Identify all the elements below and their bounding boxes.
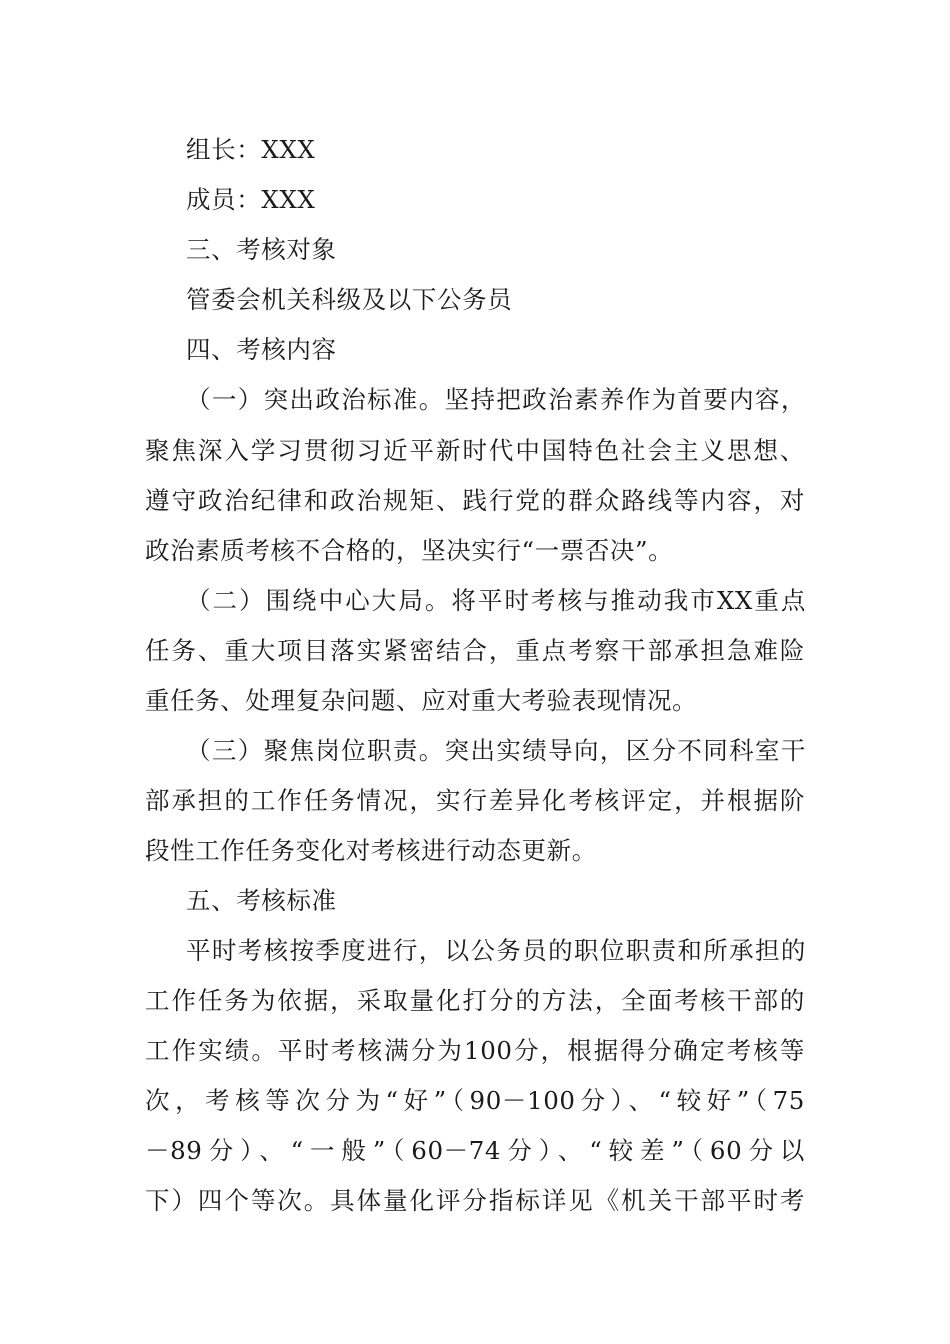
paragraph-line: 管委会机关科级及以下公务员 [186, 285, 513, 314]
paragraph-line: 段性工作任务变化对考核进行动态更新。 [145, 836, 597, 865]
group-leader-line: 组长：XXX [186, 135, 316, 164]
paragraph-line: 工作实绩。平时考核满分为100分，根据得分确定考核等 [145, 1036, 805, 1065]
section-heading-4: 四、考核内容 [186, 335, 337, 364]
paragraph-line: 遵守政治纪律和政治规矩、践行党的群众路线等内容，对 [145, 486, 805, 515]
paragraph-line: 部承担的工作任务情况，实行差异化考核评定，并根据阶 [145, 786, 805, 815]
paragraph-line: （二）围绕中心大局。将平时考核与推动我市XX重点 [186, 586, 806, 615]
paragraph-line: （三）聚焦岗位职责。突出实绩导向，区分不同科室干 [186, 736, 806, 765]
paragraph-line: 工作任务为依据，采取量化打分的方法，全面考核干部的 [145, 986, 805, 1015]
paragraph-line: 政治素质考核不合格的，坚决实行“一票否决”。 [145, 536, 674, 565]
paragraph-line: 聚焦深入学习贯彻习近平新时代中国特色社会主义思想、 [145, 436, 805, 465]
paragraph-line: －89分）、“一般”（60－74分）、“较差”（60分以 [145, 1136, 805, 1165]
paragraph-line: （一）突出政治标准。坚持把政治素养作为首要内容， [186, 385, 806, 414]
section-heading-3: 三、考核对象 [186, 235, 337, 264]
paragraph-line: 平时考核按季度进行，以公务员的职位职责和所承担的 [186, 936, 806, 965]
paragraph-line: 任务、重大项目落实紧密结合，重点考察干部承担急难险 [145, 636, 805, 665]
paragraph-line: 下）四个等次。具体量化评分指标详见《机关干部平时考 [145, 1186, 805, 1215]
members-line: 成员：XXX [186, 185, 316, 214]
section-heading-5: 五、考核标准 [186, 886, 337, 915]
paragraph-line: 重任务、处理复杂问题、应对重大考验表现情况。 [145, 686, 698, 715]
paragraph-line: 次，考核等次分为“好”（90－100分）、“较好”（75 [145, 1086, 805, 1115]
